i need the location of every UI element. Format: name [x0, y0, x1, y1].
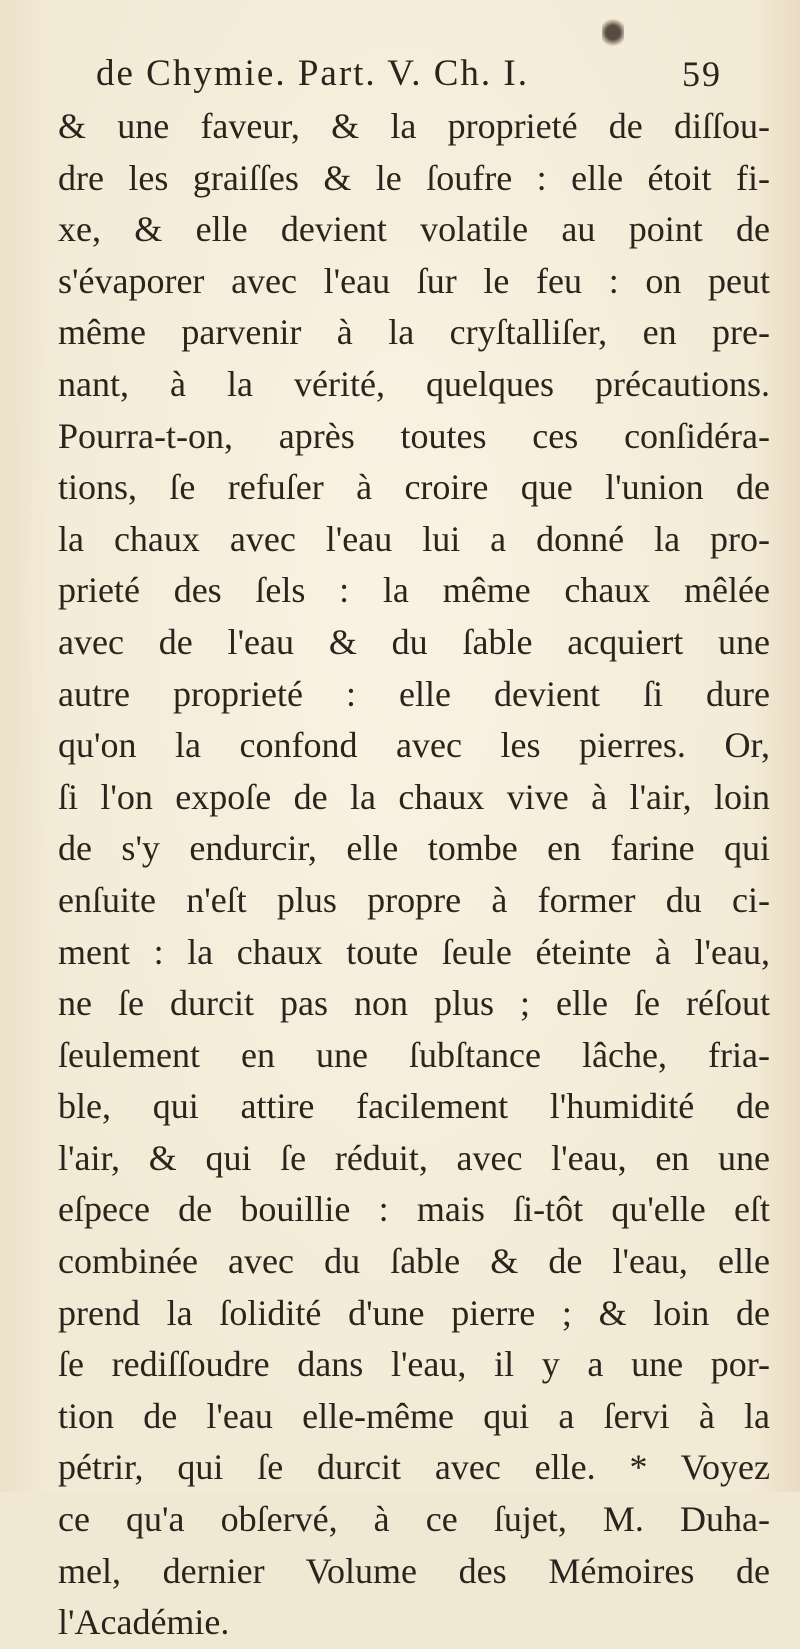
text-line: ſi l'on expoſe de la chaux vive à l'air, loin — [58, 776, 770, 817]
text-line: s'évaporer avec l'eau ſur le feu : on peut — [58, 260, 770, 301]
text-line: ne ſe durcit pas non plus ; elle ſe réſout — [58, 983, 770, 1024]
text-line: qu'on la confond avec les pierres. Or, — [58, 725, 770, 766]
text-line: de s'y endurcir, elle tombe en farine qui — [58, 828, 770, 869]
body-text — [58, 101, 770, 1649]
running-head — [96, 48, 726, 100]
text-line: ſeulement en une ſubſtance lâche, fria- — [58, 1034, 770, 1075]
text-line: avec de l'eau & du ſable acquiert une — [58, 621, 770, 662]
text-line: l'Académie. — [58, 1602, 230, 1643]
text-line: ſe rediſſoudre dans l'eau, il y a une por- — [58, 1344, 770, 1385]
text-line: & une faveur, & la proprieté de diſſou- — [58, 106, 770, 146]
text-line: Pourra-t-on, après toutes ces conſidéra- — [58, 415, 770, 456]
text-line: autre proprieté : elle devient ſi dure — [58, 673, 770, 714]
text-line: combinée avec du ſable & de l'eau, elle — [58, 1241, 770, 1282]
text-line: la chaux avec l'eau lui a donné la pro- — [58, 518, 770, 559]
text-line: prieté des ſels : la même chaux mêlée — [58, 570, 770, 611]
text-line: ble, qui attire facilement l'humidité de — [58, 1086, 770, 1127]
text-line: prend la ſolidité d'une pierre ; & loin de — [58, 1292, 770, 1333]
running-head-title: de Chymie. Part. V. Ch. I. — [96, 53, 529, 94]
text-line: eſpece de bouillie : mais ſi-tôt qu'elle eſt — [58, 1189, 770, 1230]
text-line: ment : la chaux toute ſeule éteinte à l'eau, — [58, 931, 770, 972]
page-number: 59 — [682, 54, 722, 94]
text-line: xe, & elle devient volatile au point de — [58, 209, 770, 250]
ink-blot-mark — [602, 16, 624, 46]
text-line: enſuite n'eſt plus propre à former du ci- — [58, 879, 770, 920]
text-line: ce qu'a obſervé, à ce ſujet, M. Duha- — [58, 1499, 770, 1540]
text-line: nant, à la vérité, quelques précautions. — [58, 363, 770, 404]
text-line: mel, dernier Volume des Mémoires de — [58, 1550, 770, 1591]
text-line: l'air, & qui ſe réduit, avec l'eau, en une — [58, 1137, 770, 1178]
text-line: dre les graiſſes & le ſoufre : elle étoit fi- — [58, 157, 770, 198]
text-line: pétrir, qui ſe durcit avec elle. * Voyez — [58, 1447, 770, 1488]
text-line: même parvenir à la cryſtalliſer, en pre- — [58, 312, 770, 353]
text-line: tion de l'eau elle-même qui a ſervi à la — [58, 1395, 770, 1436]
text-line: tions, ſe refuſer à croire que l'union de — [58, 467, 770, 508]
